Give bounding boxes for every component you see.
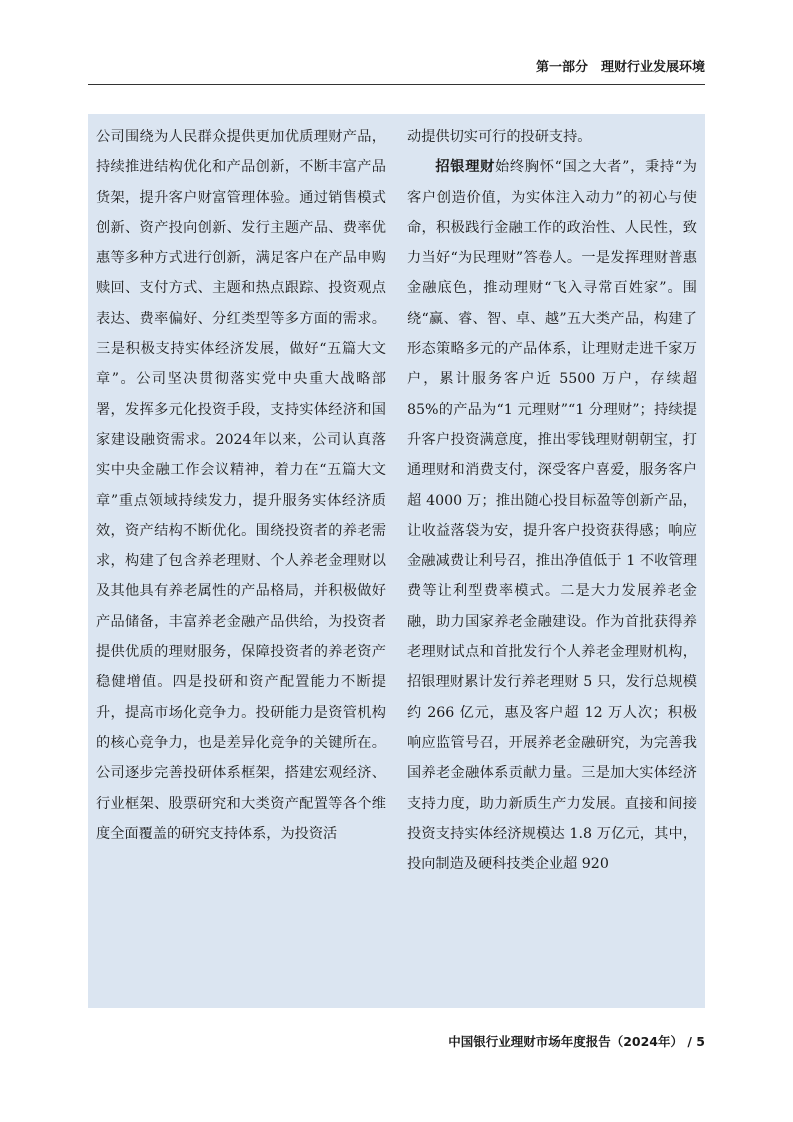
page-footer [448, 1032, 705, 1050]
right-column-text: 始终胸怀“国之大者”，秉持“为客户创造价值，为实体注入动力”的初心与使命，积极践行金融工作的政治性、人民性，致力当好“为民理财”答卷人。一是发挥理财普惠金融底色，推动理财“飞入寻常百姓家”。围绕“赢、睿、智、卓、越”五大类产品，构建了形态策略多元的产品体系，让理财走进千家万户，累计服务客户近 5500 万户，存续超 85%的产品为“1 元理财”“1 分理财”；持续提升客户投资满意度，推出零钱理财朝朝宝，打通理财和消费支付，深受客户喜爱，服务客户超 4000 万；推出随心投目标盈等创新产品，让收益落袋为安，提升客户投资获得感；响应金融减费让利号召，推出净值低于 1 不收管理费等让利型费率模式。二是大力发展养老金融，助力国家养老金融建设。作为首批获得养老理财试点和首批发行个人养老金理财机构，招银理财累计发行养老理财 5 只，发行总规模约 266 亿元，惠及客户超 12 万人次；积极响应监管号召，开展养老金融研究，为完善我国养老金融体系贡献力量。三是加大实体经济支持力度，助力新质生产力发展。直接和间接投资支持实体经济规模达 1.8 万亿元，其中，投向制造及硬科技类企业超 920 [407, 159, 697, 873]
page-number: 5 [696, 1034, 705, 1049]
content-box [88, 114, 705, 1008]
left-column [96, 122, 386, 1008]
company-name: 招银理财 [435, 159, 495, 176]
section-title: 第一部分 理财行业发展环境 [535, 60, 705, 75]
right-column-continuation: 动提供切实可行的投研支持。 [407, 129, 592, 145]
page-header [88, 56, 705, 85]
right-column [407, 122, 697, 1008]
left-column-text: 公司围绕为人民群众提供更加优质理财产品，持续推进结构优化和产品创新，不断丰富产品货架，提升客户财富管理体验。通过销售模式创新、资产投向创新、发行主题产品、费率优惠等多种方式进行创新，满足客户在产品申购赎回、支付方式、主题和热点跟踪、投资观点表达、费率偏好、分红类型等多方面的需求。三是积极支持实体经济发展，做好“五篇大文章”。公司坚决贯彻落实党中央重大战略部署，发挥多元化投资手段，支持实体经济和国家建设融资需求。2024年以来，公司认真落实中央金融工作会议精神，着力在“五篇大文章”重点领域持续发力，提升服务实体经济质效，资产结构不断优化。围绕投资者的养老需求，构建了包含养老理财、个人养老金理财以及其他具有养老属性的产品格局，并积极做好产品储备，丰富养老金融产品供给，为投资者提供优质的理财服务，保障投资者的养老资产稳健增值。四是投研和资产配置能力不断提升，提高市场化竞争力。投研能力是资管机构的核心竞争力，也是差异化竞争的关键所在。公司逐步完善投研体系框架，搭建宏观经济、行业框架、股票研究和大类资产配置等各个维度全面覆盖的研究支持体系，为投资活 [96, 129, 386, 842]
report-title: 中国银行业理财市场年度报告（2024年） [448, 1034, 683, 1049]
footer-separator: / [687, 1034, 692, 1049]
right-column-paragraph [407, 152, 697, 879]
